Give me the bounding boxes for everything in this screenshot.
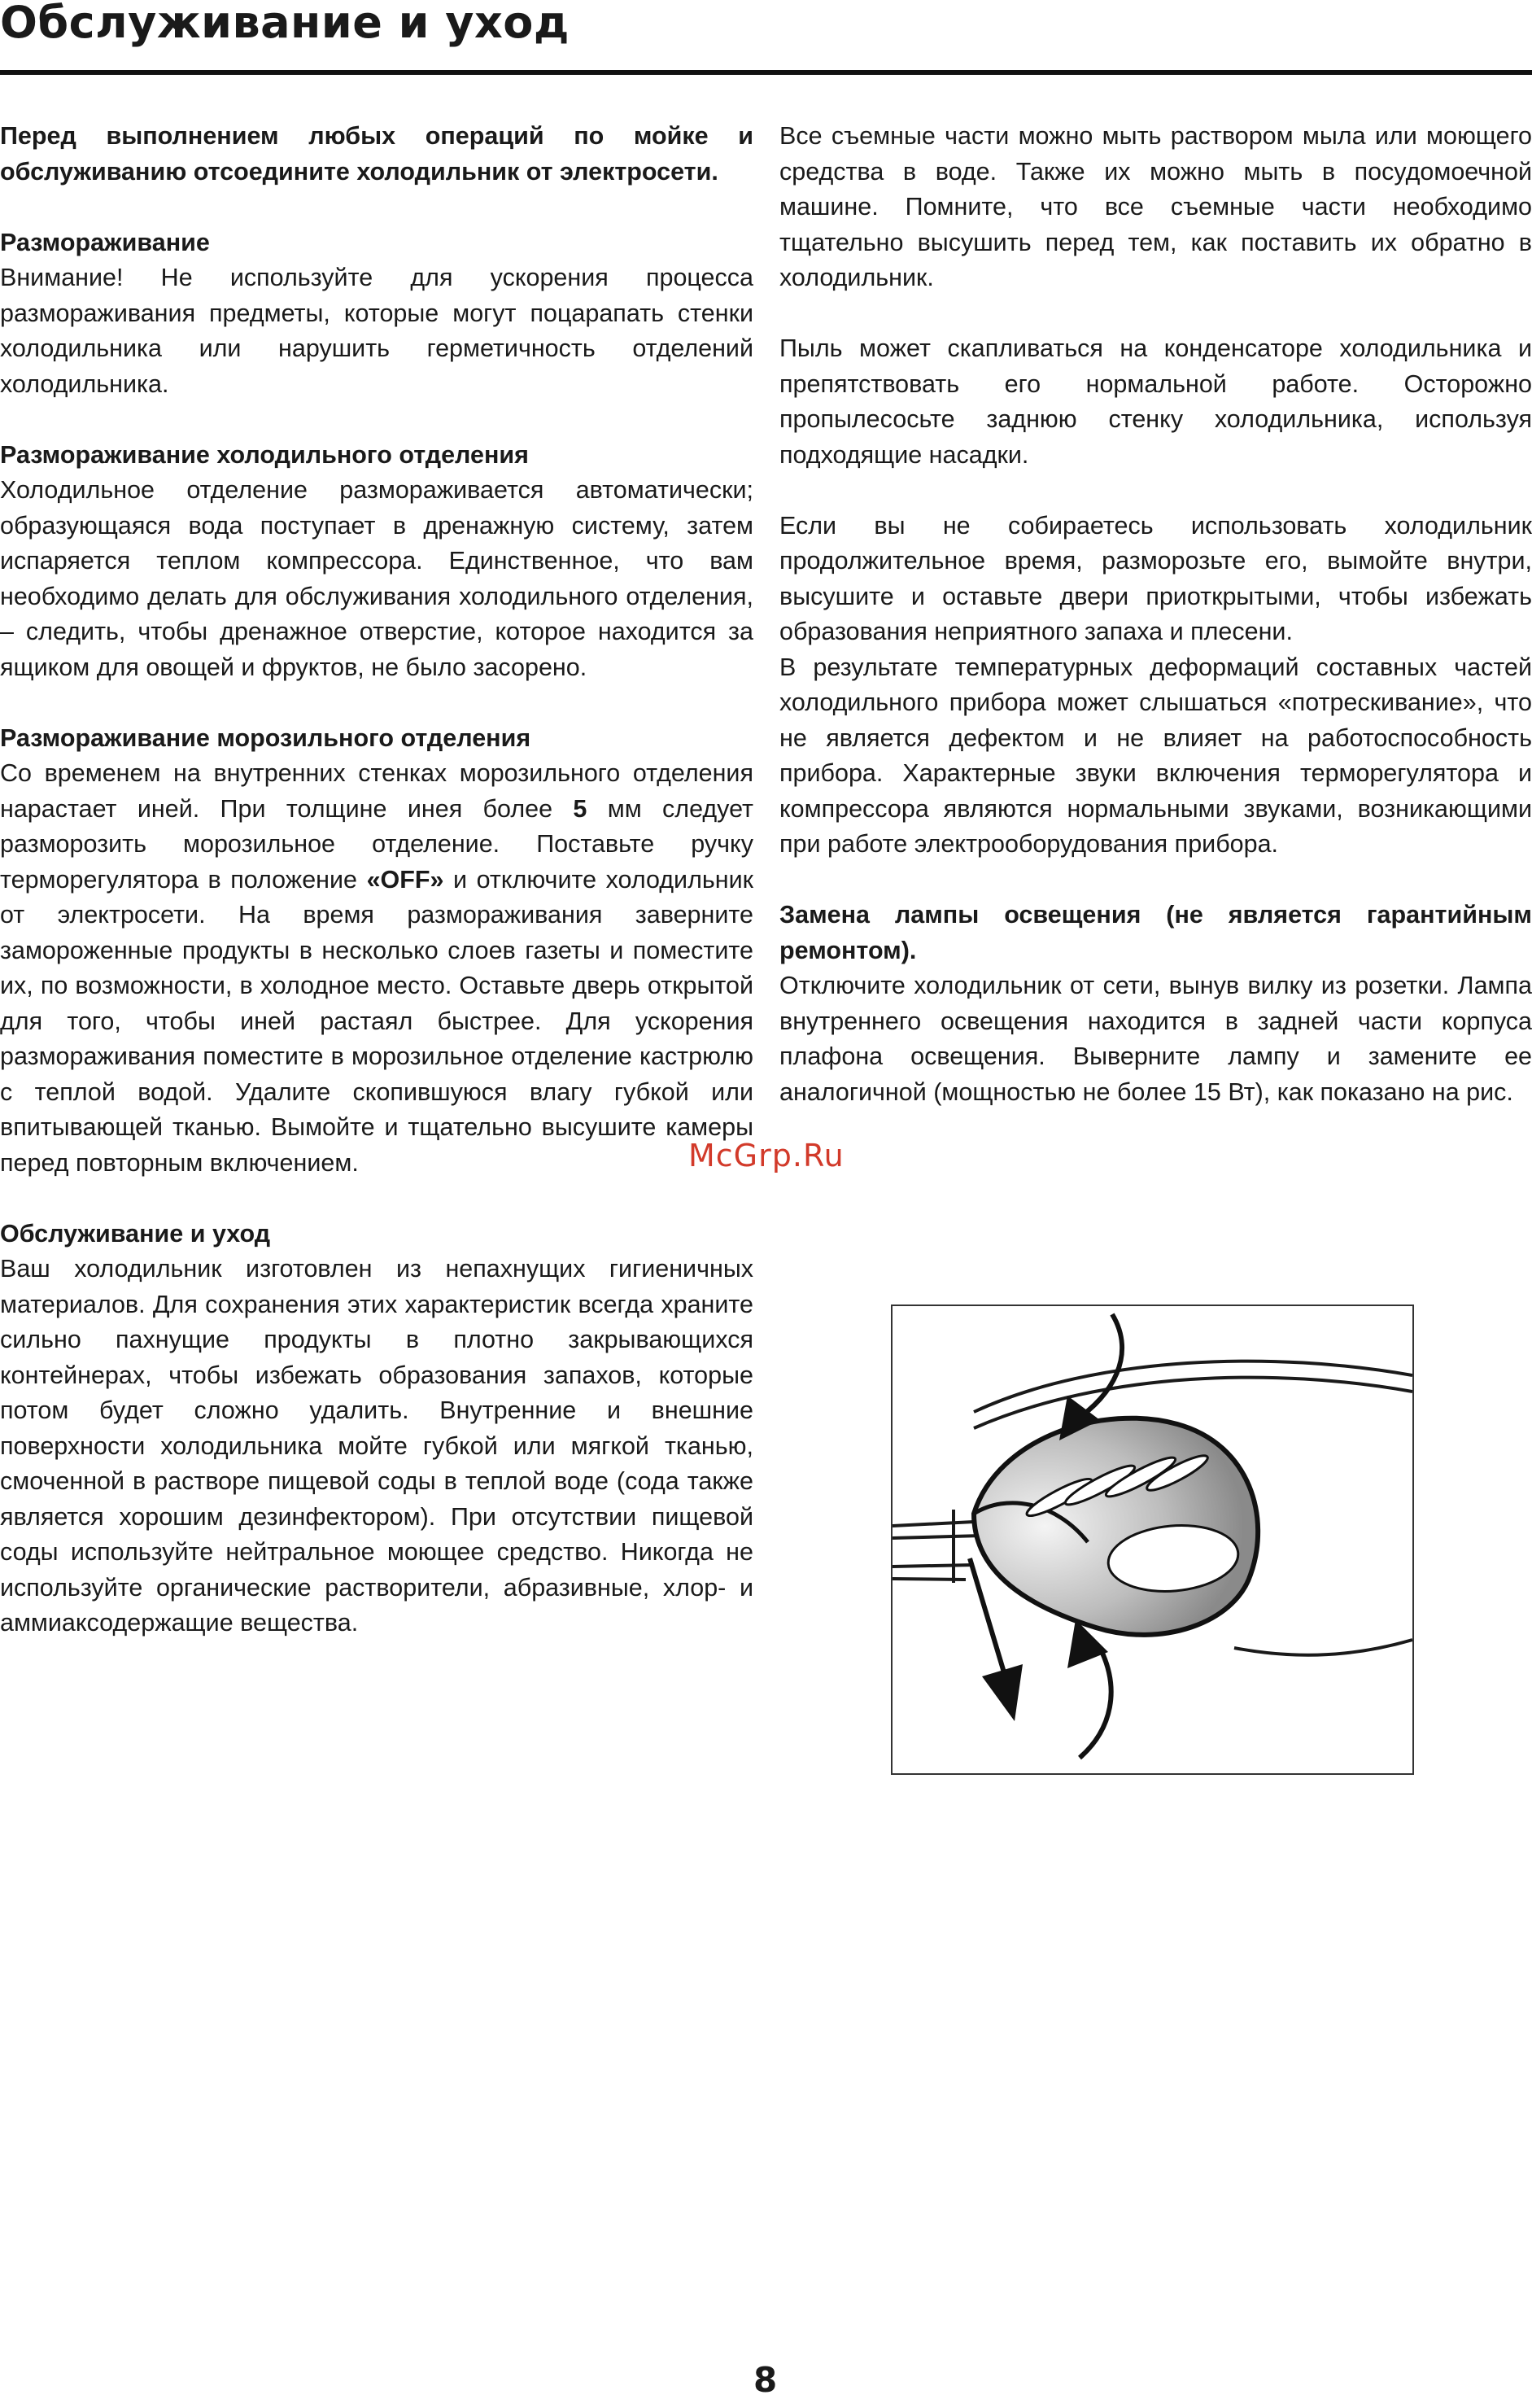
title-rule: [0, 70, 1532, 75]
page-number: 8: [753, 2360, 778, 2400]
lamp-cover-illustration: [893, 1306, 1412, 1773]
page-title: Обслуживание и уход: [0, 0, 570, 48]
lamp-dome: [974, 1418, 1258, 1635]
freezer-defrost-heading: Размораживание морозильного отделения: [0, 723, 531, 752]
lamp-replacement-paragraph: Отключите холодильник от сети, вынув вилку из розетки. Лампа внутреннего освещения находится в задней части корпуса плафона освещения. Выверните лампу и замените ее аналогичной (мощностью не более 15 Вт), как показано на рис.: [779, 972, 1532, 1106]
freezer-text-part-1: Со временем на внутренних стенках морозильного отделения нарастает иней. При толщине инея более: [0, 759, 753, 823]
care-paragraph: Ваш холодильник изготовлен из непахнущих гигиеничных материалов. Для сохранения этих характеристик всегда храните сильно пахнущие продукты в плотно закрывающихся контейнерах, чтобы избежать образования запахов, которые потом будет сложно удалить. Внутренние и внешние поверхности холодильника мойте губкой или мягкой тканью, смоченной в растворе пищевой соды в теплой воде (сода также является хорошим дезинфектором). При отсутствии пищевой соды используйте нейтральное моющее средство. Никогда не используйте органические растворители, абразивные, хлор- и аммиаксодержащие вещества.: [0, 1255, 753, 1637]
freezer-text-part-3: и отключите холодильник от электросети. На время размораживания заверните замороженные продукты в несколько слоев газеты и поместите их, по возможности, в холодное место. Оставьте дверь открытой для того, чтобы иней растаял быстрее. Для ускорения размораживания поместите в морозильное отделение кастрюлю с теплой водой. Удалите скопившуюся влагу губкой или впитывающей тканью. Вымойте и тщательно высушите камеры перед повторным включением.: [0, 865, 753, 1177]
freezer-defrost-paragraph: [0, 756, 753, 1181]
defrost-heading: Размораживание: [0, 228, 210, 256]
care-heading: Обслуживание и уход: [0, 1219, 271, 1248]
lamp-replacement-heading: Замена лампы освещения (не является гарантийным ремонтом).: [779, 901, 1532, 964]
warning-paragraph: Перед выполнением любых операций по мойке и обслуживанию отсоедините холодильник от электросети.: [0, 122, 753, 186]
fridge-defrost-heading: Размораживание холодильного отделения: [0, 440, 529, 469]
crackling-noise-paragraph: В результате температурных деформаций составных частей холодильного прибора может слышаться «потрескивание», что не является дефектом и не влияет на работоспособность прибора. Характерные звуки включения терморегулятора и компрессора являются нормальными звуками, возникающими при работе электрооборудования прибора.: [779, 653, 1532, 858]
condenser-dust-paragraph: Пыль может скапливаться на конденсаторе холодильника и препятствовать его нормальной работе. Осторожно пропылесосьте заднюю стенку холодильника, используя подходящие насадки.: [779, 334, 1532, 469]
fridge-defrost-paragraph: Холодильное отделение размораживается автоматически; образующаяся вода поступает в дренажную систему, затем испаряется теплом компрессора. Единственное, что вам необходимо делать для обслуживания холодильного отделения, – следить, чтобы дренажное отверстие, которое находится за ящиком для овощей и фруктов, не было засорено.: [0, 476, 753, 681]
freezer-text-part-2: мм следует разморозить морозильное отделение. Поставьте ручку терморегулятора в положение: [0, 794, 753, 894]
defrost-paragraph: Внимание! Не используйте для ускорения процесса размораживания предметы, которые могут поцарапать стенки холодильника или нарушить герметичность отделений холодильника.: [0, 264, 753, 398]
lamp-replacement-figure: [891, 1305, 1414, 1775]
frost-thickness-value: 5: [573, 794, 587, 823]
off-position-label: «OFF»: [366, 865, 444, 894]
left-column: [0, 119, 753, 1641]
right-column: [779, 119, 1532, 1110]
long-absence-paragraph: Если вы не собираетесь использовать холодильник продолжительное время, разморозьте его, вымойте внутри, высушите и оставьте двери приоткрытыми, чтобы избежать образования неприятного запаха и плесени.: [779, 511, 1532, 645]
watermark: McGrp.Ru: [688, 1138, 845, 1173]
removable-parts-paragraph: Все съемные части можно мыть раствором мыла или моющего средства в воде. Также их можно мыть в посудомоечной машине. Помните, что все съемные части необходимо тщательно высушить перед тем, как поставить их обратно в холодильник.: [779, 122, 1532, 291]
